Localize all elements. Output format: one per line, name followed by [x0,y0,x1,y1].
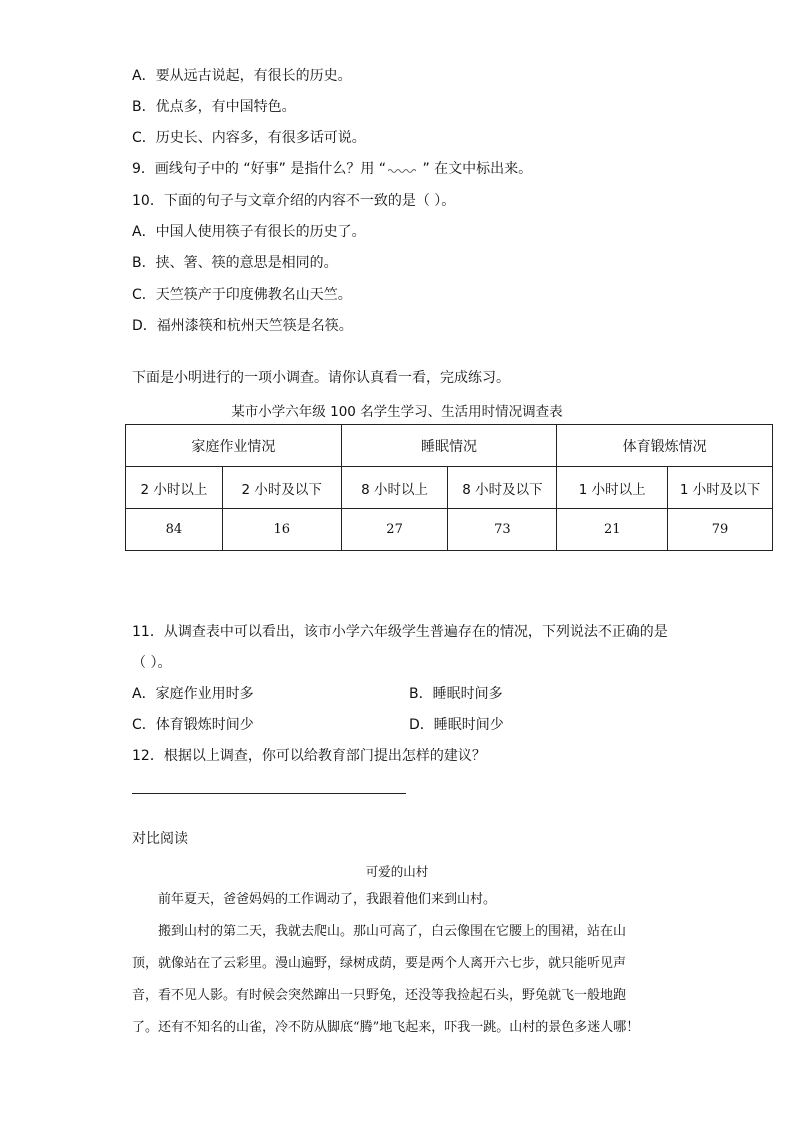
q10-option-c: C．天竺筷产于印度佛教名山天竺。 [132,287,352,303]
group-homework: 家庭作业情况 [126,425,342,467]
section-label: 对比阅读 [132,831,188,847]
passage-line: 音，看不见人影。有时候会突然蹿出一只野兔，还没等我捡起石头，野兔就飞一般地跑 [132,988,627,1003]
table-group-header-row [126,425,773,467]
subheader-cell: 8 小时及以下 [448,467,557,509]
passage-line: 前年夏天，爸爸妈妈的工作调动了，我跟着他们来到山村。 [132,892,497,907]
subheader-cell: 2 小时以上 [126,467,223,509]
q10-option-a: A．中国人使用筷子有很长的历史了。 [132,224,366,240]
q12-question: 12．根据以上调查，你可以给教育部门提出怎样的建议？ [132,748,486,764]
value-cell: 16 [222,509,341,551]
value-cell: 84 [126,509,223,551]
group-exercise: 体育锻炼情况 [557,425,773,467]
q11-option-b: B．睡眠时间多 [409,686,503,702]
value-cell: 27 [341,509,448,551]
passage-line: 搬到山村的第二天，我就去爬山。那山可高了，白云像围在它腰上的围裙，站在山 [132,924,627,939]
subheader-cell: 1 小时及以下 [668,467,773,509]
q9-question [132,160,532,178]
subheader-cell: 8 小时以上 [341,467,448,509]
value-cell: 21 [557,509,668,551]
value-cell: 79 [668,509,773,551]
table-subheader-row [126,467,773,509]
q9-prefix: 9．画线句子中的 “好事” 是指什么？用 “ [132,161,387,177]
q10-option-b: B．挟、箸、筷的意思是相同的。 [132,255,338,271]
q8-option-b: B．优点多，有中国特色。 [132,99,296,115]
q9-suffix: ” 在文中标出来。 [418,161,533,177]
passage-line: 顶，就像站在了云彩里。漫山遍野，绿树成荫，要是两个人离开六七步，就只能听见声 [132,956,627,971]
subheader-cell: 2 小时及以下 [222,467,341,509]
subheader-cell: 1 小时以上 [557,467,668,509]
passage-line: 了。还有不知名的山雀，冷不防从脚底“腾”地飞起来，吓我一跳。山村的景色多迷人哪！ [132,1020,640,1035]
q10-stem: 10．下面的句子与文章介绍的内容不一致的是（ ）。 [132,193,456,209]
wavy-underline-icon [388,164,416,174]
q8-option-a: A．要从远古说起，有很长的历史。 [132,68,352,84]
table-values-row [126,509,773,551]
passage-title: 可爱的山村 [365,864,429,879]
q11-option-c: C．体育锻炼时间少 [132,717,254,733]
q11-stem: 11．从调查表中可以看出，该市小学六年级学生普遍存在的情况，下列说法不正确的是 [132,624,668,640]
survey-table [125,424,773,551]
table-caption: 某市小学六年级 100 名学生学习、生活用时情况调查表 [231,404,563,420]
q11-option-d: D．睡眠时间少 [409,717,504,733]
q11-stem-paren: （ ）。 [132,655,172,671]
group-sleep: 睡眠情况 [341,425,557,467]
q11-option-a: A．家庭作业用时多 [132,686,254,702]
q10-option-d: D．福州漆筷和杭州天竺筷是名筷。 [132,318,353,334]
q8-option-c: C．历史长、内容多，有很多话可说。 [132,130,366,146]
survey-intro: 下面是小明进行的一项小调查。请你认真看一看，完成练习。 [132,370,510,386]
answer-line [132,793,406,794]
value-cell: 73 [448,509,557,551]
